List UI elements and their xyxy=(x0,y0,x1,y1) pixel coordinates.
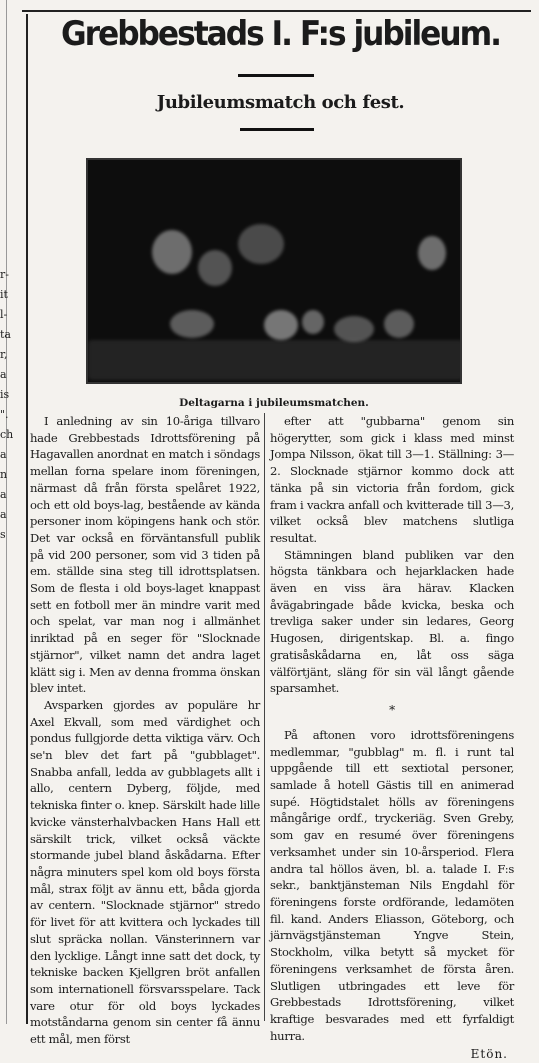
article-headline: Grebbestads I. F:s jubileum. xyxy=(60,14,501,54)
article-paragraph: efter att "gubbarna" genom sin högerytter, som gick i klass med minst Jompa Nilsson, ökat till 3—1. Ställning: 3—2. Slocknade stjärnor kommo dock att tänka på sin victoria från fordom, gick fram i vackra anfall och kvitterade till 3—3, vilket också blev matchens slutliga resultat. xyxy=(270,414,514,545)
edge-fragment: s xyxy=(0,528,6,541)
edge-fragment: ta xyxy=(0,328,11,341)
left-article-column xyxy=(30,413,260,1048)
edge-fragment: is xyxy=(0,388,10,401)
section-separator: * xyxy=(389,702,395,717)
team-photo xyxy=(86,158,462,384)
edge-fragment: a xyxy=(0,488,7,501)
article-paragraph: Stämningen bland publiken var den högsta tänkbara och hejarklacken hade även en viss ära härav. Klacken åvägabringade både kvicka, beska och trevliga saker under sin ledares, Georg Hugosen, dirigentskap. Bl. a. fingo gratisåskådarna en, låt oss säga välförtjänt, släng för sin väl långt gående sparsamhet. xyxy=(270,547,514,696)
article-paragraph: Avsparken gjordes av populäre hr Axel Ekvall, som med värdighet och pondus fullgjorde detta viktiga värv. Och se'n blev det fart på "gubblaget". Snabba anfall, ledda av gubblagets allt i allo, centern Dyberg, följde, med tekniska finter o. knep. Särskilt hade lille kvicke vänsterhalvbacken Hans Hall ett särskilt trick, vilket också väckte stormande jubel bland åskådarna. Efter några minuters spel kom old boys första mål, strax följt av ännu ett, båda gjorda av centern. "Slocknade stjärnor" stredo för livet för att kvittera och lyckades till slut spräcka nollan. Vänsterinnern var den lycklige. Långt inne satt det dock, ty tekniske backen Kjellgren bröt anfallen som internationell försvarsspelare. Tack vare otur för old boys lyckades motståndarna genom sin center få ännu ett mål, men först xyxy=(30,697,260,1047)
edge-fragment: ". xyxy=(0,408,9,421)
edge-fragment: l- xyxy=(0,308,8,321)
photo-caption: Deltagarna i jubileumsmatchen. xyxy=(179,397,369,409)
left-column-rule xyxy=(26,14,28,1024)
edge-fragment: n xyxy=(0,468,8,481)
article-paragraph: I anledning av sin 10-åriga tillvaro hade Grebbestads Idrottsförening på Hagavallen anordnat en match i söndags mellan forna spelare inom föreningen, närmast då från första spelåret 1922, och ett old boys-lag, bestående av kända personer inom köpingens hank och stör. Det var också en förväntansfull publik på vid 200 personer, som vid 3 tiden på em. ställde sina steg till idrottsplatsen. Som de flesta i old boys-laget knappast sett en fotboll mer än mindre varit med och spelat, var man nog i allmänhet inriktad på en seger för "Slocknade stjärnor", vilket namn det andra laget klätt sig i. Men av denna fromma önskan blev intet. xyxy=(30,414,260,696)
column-divider xyxy=(264,413,265,1021)
article-subheadline: Jubileumsmatch och fest. xyxy=(156,92,405,113)
edge-fragment: r- xyxy=(0,268,9,281)
article-paragraph: På aftonen voro idrottsföreningens medlemmar, "gubblag" m. fl. i runt tal uppgående till ett sextiotal personer, samlade å hotell Gästis till en animerad supé. Högtidstalet hölls av föreningens mångårige ordf., tryckeriäg. Sven Greby, som gav en resumé över föreningens verksamhet under sin 10-årsperiod. Flera andra tal höllos även, bl. a. talade I. F:s sekr., banktjänsteman Nils Engdahl för föreningens forste ordförande, ledamöten fil. kand. Anders Eliasson, Göteborg, och järnvägstjänsteman Yngve Stein, Stockholm, vilka betytt så mycket för föreningens verksamhet de första åren. Slutligen utbringades ett leve för Grebbestads Idrottsförening, vilket kraftige besvarades med ett fyrfaldigt hurra. xyxy=(270,727,514,1043)
right-article-column xyxy=(270,413,514,1063)
subheadline-underline-rule xyxy=(240,128,314,131)
edge-fragment: a xyxy=(0,508,7,521)
edge-fragment: r, xyxy=(0,348,8,361)
edge-fragment: ch xyxy=(0,428,14,441)
edge-fragment: a xyxy=(0,448,7,461)
top-border-rule xyxy=(22,10,531,12)
headline-underline-rule xyxy=(238,74,314,77)
edge-fragment: it xyxy=(0,288,8,301)
edge-fragment: a xyxy=(0,368,7,381)
author-signature: Etön. xyxy=(470,1047,508,1062)
